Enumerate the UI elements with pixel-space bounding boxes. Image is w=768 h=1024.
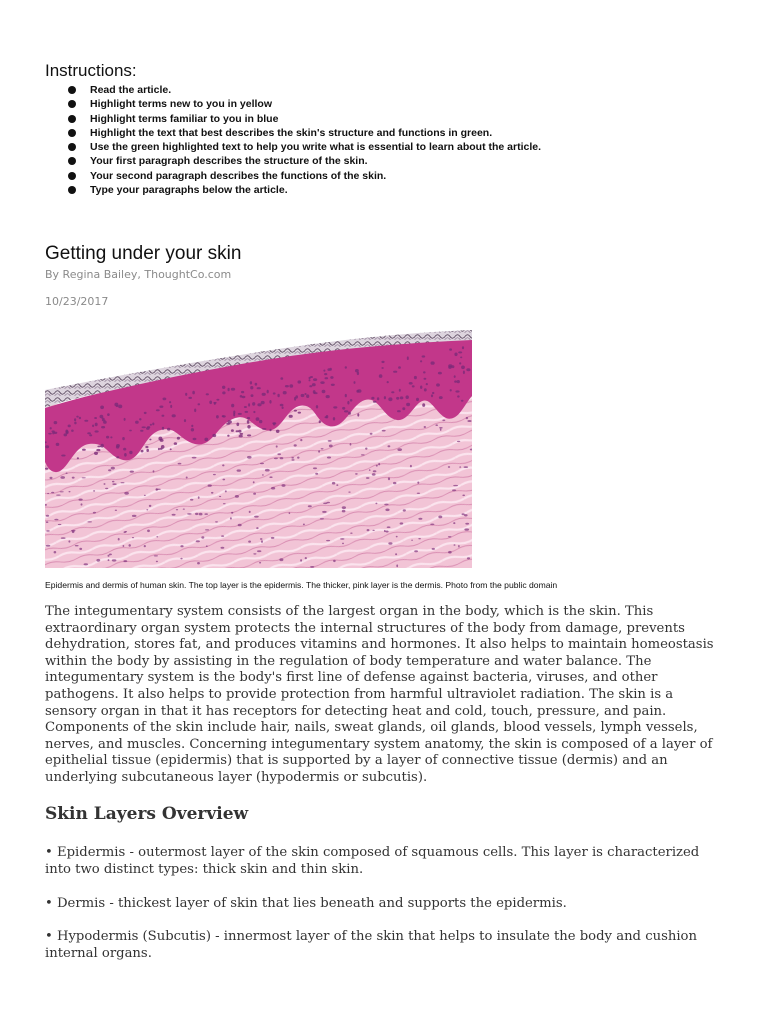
section-heading: Skin Layers Overview [45,804,249,824]
bullet-icon [68,100,76,108]
layer-item-dermis: • Dermis - thickest layer of skin that lies beneath and supports the epidermis. [45,896,567,911]
instruction-item: Highlight terms new to you in yellow [45,97,541,111]
instructions-heading: Instructions: [45,61,137,80]
article-byline: By Regina Bailey, ThoughtCo.com [45,268,232,281]
article-title: Getting under your skin [45,243,242,264]
bullet-icon [68,143,76,151]
bullet-icon [68,172,76,180]
instructions-list [45,83,541,197]
instruction-item: Highlight the text that best describes the skin's structure and functions in green. [45,126,541,140]
instruction-item: Use the green highlighted text to help you write what is essential to learn about the article. [45,140,541,154]
bullet-icon [68,129,76,137]
article-paragraph: The integumentary system consists of the largest organ in the body, which is the skin. This extraordinary organ system protects the internal structures of the body from damage, prevents dehydration, stores fat, and produces vitamins and hormones. It also helps to maintain homeostasis within the body by assisting in the regulation of body temperature and water balance. The integumentary system is the body's first line of defense against bacteria, viruses, and other pathogens. It also helps to provide protection from harmful ultraviolet radiation. The skin is a sensory organ in that it has receptors for detecting heat and cold, touch, pressure, and pain. Components of the skin include hair, nails, sweat glands, oil glands, blood vessels, lymph vessels, nerves, and muscles. Concerning integumentary system anatomy, the skin is composed of a layer of epithelial tissue (epidermis) that is supported by a layer of connective tissue (dermis) and an underlying subcutaneous layer (hypodermis or subcutis). [45,604,714,785]
bullet-icon [68,115,76,123]
instruction-item: Highlight terms familiar to you in blue [45,112,541,126]
instruction-item: Your first paragraph describes the structure of the skin. [45,154,541,168]
instruction-item: Your second paragraph describes the functions of the skin. [45,169,541,183]
layer-item-hypodermis: • Hypodermis (Subcutis) - innermost layer of the skin that helps to insulate the body and cushion internal organs. [45,929,697,961]
article-date: 10/23/2017 [45,295,109,308]
layer-item-epidermis: • Epidermis - outermost layer of the skin composed of squamous cells. This layer is characterized into two distinct types: thick skin and thin skin. [45,845,700,877]
bullet-icon [68,86,76,94]
bullet-icon [68,186,76,194]
bullet-icon [68,157,76,165]
instruction-item: Read the article. [45,83,541,97]
image-caption: Epidermis and dermis of human skin. The top layer is the epidermis. The thicker, pink layer is the dermis. Photo from the public domain [45,580,558,590]
skin-histology-image [45,326,472,568]
instruction-item: Type your paragraphs below the article. [45,183,541,197]
